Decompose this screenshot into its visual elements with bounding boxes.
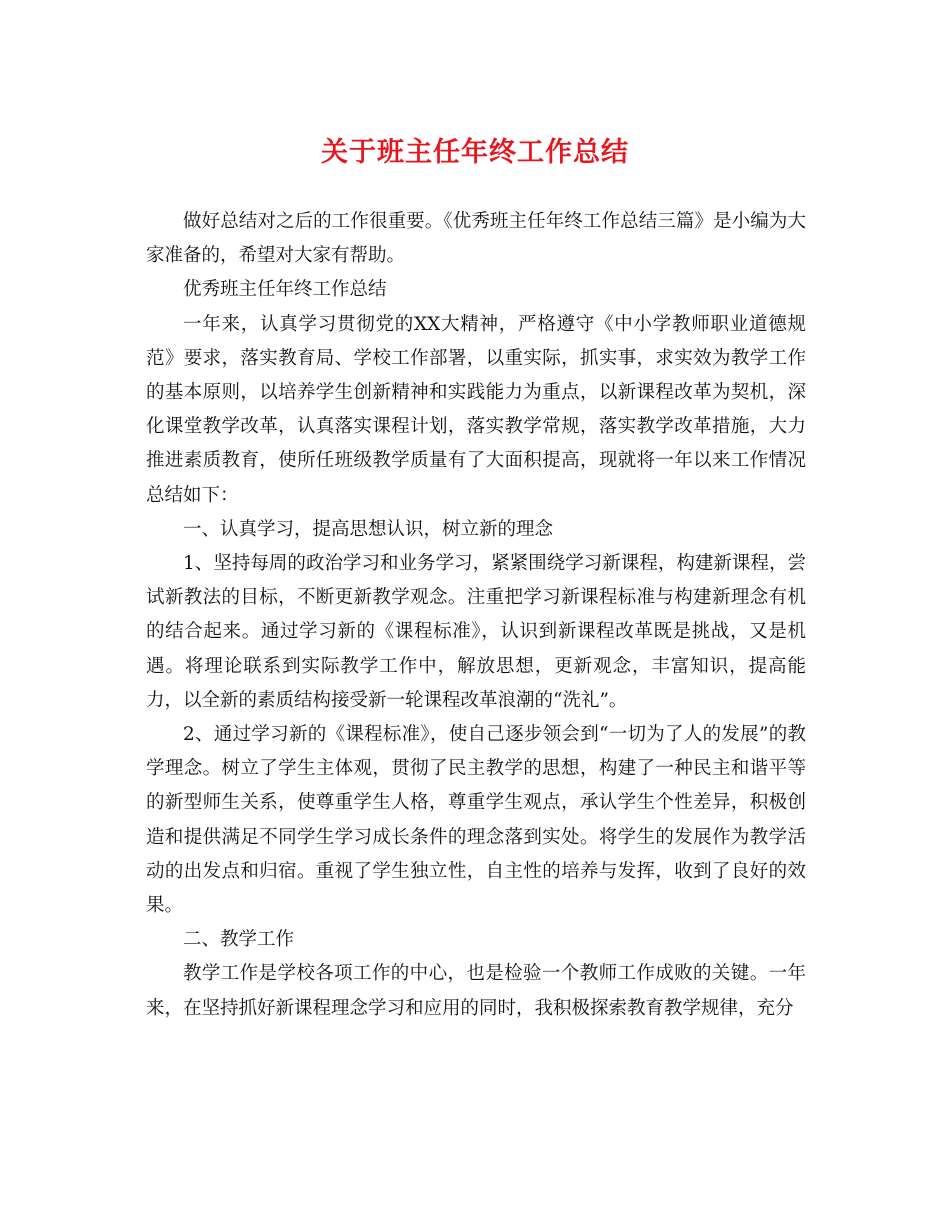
body-paragraph: 一年来，认真学习贯彻党的XX大精神，严格遵守《中小学教师职业道德规范》要求，落实教育局、学校工作部署，以重实际，抓实事，求实效为教学工作的基本原则，以培养学生创新精神和实践能力为重点，以新课程改革为契机，深化课堂教学改革，认真落实课程计划，落实教学常规，落实教学改革措施，大力推进素质教育，使所任班级教学质量有了大面积提高，现就将一年以来工作情况总结如下： <box>146 313 806 506</box>
subtitle-paragraph: 优秀班主任年终工作总结 <box>183 279 387 301</box>
section-heading-2: 二、教学工作 <box>183 929 295 951</box>
body-paragraph: 2、通过学习新的《课程标准》，使自己逐步领会到“一切为了人的发展”的教学理念。树立了学生主体观，贯彻了民主教学的思想，构建了一种民主和谐平等的新型师生关系，使尊重学生人格，尊重学生观点，承认学生个性差异，积极创造和提供满足不同学生学习成长条件的理念落到实处。将学生的发展作为教学活动的出发点和归宿。重视了学生独立性，自主性的培养与发挥，收到了良好的效果。 <box>146 724 806 917</box>
document-title: 关于班主任年终工作总结 <box>321 137 629 168</box>
intro-paragraph: 做好总结对之后的工作很重要。《优秀班主任年终工作总结三篇》是小编为大家准备的，希望对大家有帮助。 <box>146 211 806 267</box>
body-paragraph: 教学工作是学校各项工作的中心，也是检验一个教师工作成败的关键。一年来，在坚持抓好新课程理念学习和应用的同时，我积极探索教育教学规律，充分 <box>146 963 806 1019</box>
document-body <box>146 205 806 1026</box>
body-paragraph: 1、坚持每周的政治学习和业务学习，紧紧围绕学习新课程，构建新课程，尝试新教法的目标，不断更新教学观念。注重把学习新课程标准与构建新理念有机的结合起来。通过学习新的《课程标准》，认识到新课程改革既是挑战，又是机遇。将理论联系到实际教学工作中，解放思想，更新观念，丰富知识，提高能力，以全新的素质结构接受新一轮课程改革浪潮的“洗礼”。 <box>146 553 806 711</box>
section-heading-1: 一、认真学习，提高思想认识，树立新的理念 <box>183 518 554 540</box>
